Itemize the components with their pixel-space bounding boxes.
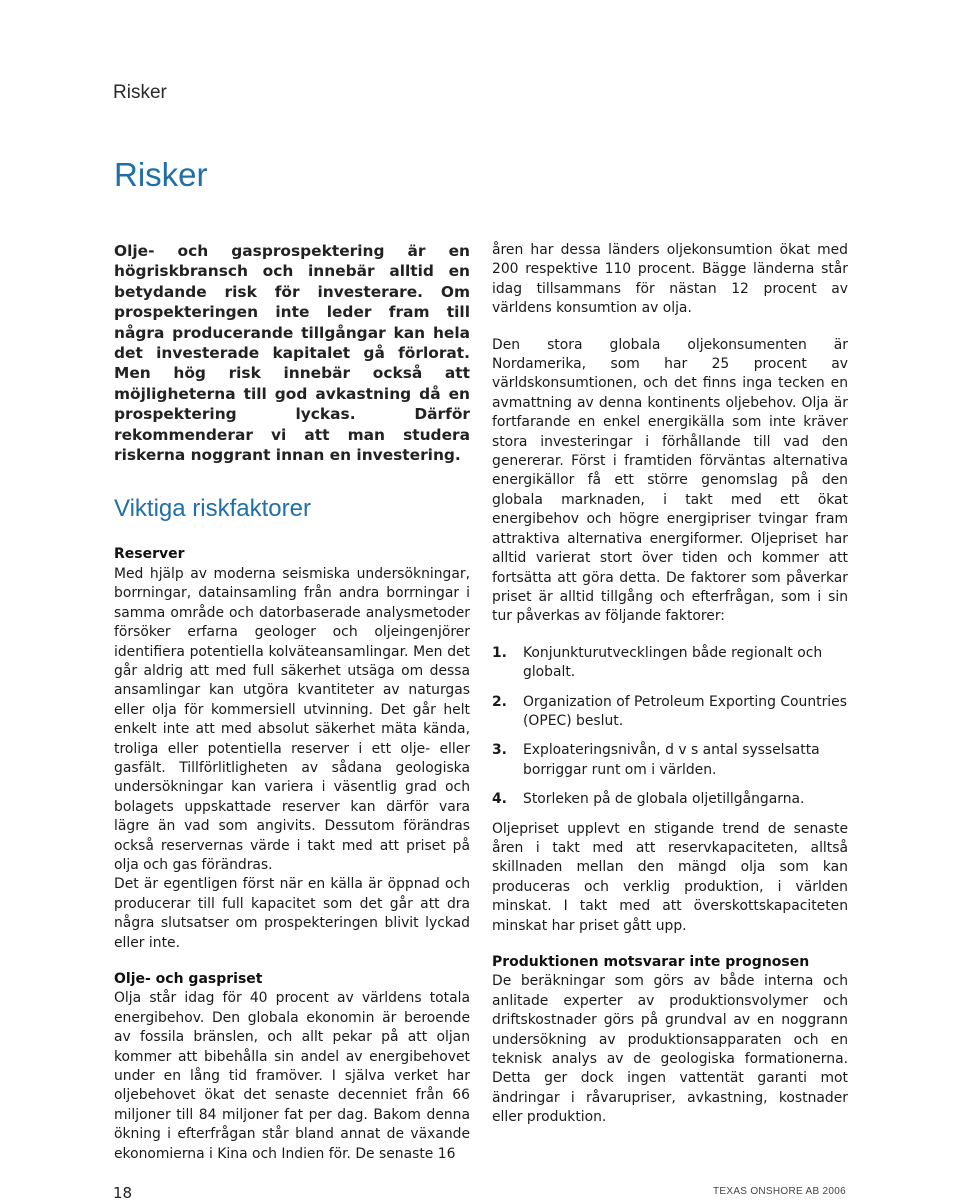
list-number: 4.: [492, 791, 507, 808]
list-number: 1.: [492, 644, 507, 661]
reserver-paragraph-2: Det är egentligen först när en källa är öppnad och producerar till full kapacitet som det går att dra några slutsatser om prospekteringen blivit lyckad eller inte.: [114, 876, 470, 951]
oljepriset-continued: åren har dessa länders oljekonsumtion ökat med 200 respektive 110 procent. Bägge länderna står idag tillsammans för nästan 12 procent av världens konsumtion av olja.: [492, 242, 848, 317]
factor-list: [492, 644, 848, 810]
left-column: [114, 241, 470, 1164]
list-text: Exploateringsnivån, d v s antal sysselsatta borriggar runt om i världen.: [523, 742, 820, 778]
running-head: Risker: [113, 82, 167, 103]
list-text: Konjunkturutvecklingen både regionalt och globalt.: [523, 644, 823, 681]
reserver-paragraph: Med hjälp av moderna seismiska undersökningar, borrningar, datainsamling från andra borrningar i samma område och datorbaserade analysmetoder försöker erfarna geologer och oljeingenjörer identifiera potentiella kolväteansamlingar. Men det går aldrig att med full säkerhet utsäga om dessa ansamlingar kan utgöra kvantiteter av naturgas eller olja för kommersiell utvinning. Det går helt enkelt inte att med absolut säkerhet mäta kända, troliga eller potentiella reserver i ett olje- eller gasfält. Tillförlitligheten av sådana geologiska undersökningar kan variera i väsentlig grad och bolagets uppskattade reserver kan därför vara lägre än vad som angivits. Dessutom förändras också reservernas värde i takt med att priset på olja och gas förändras.: [114, 565, 470, 873]
list-text: Storleken på de globala oljetillgångarna.: [523, 791, 805, 808]
produktionen-heading: Produktionen motsvarar inte prognosen: [492, 954, 810, 970]
reserver-heading: Reserver: [114, 546, 185, 563]
produktionen-paragraph: De beräkningar som görs av både interna och anlitade experter av produktionsvolymer och driftskostnader görs på grundval av en noggrann undersökning av produktionsapparaten och en teknisk analys av de geologiska formationerna. Detta ger dock ingen vattentät garanti mot ändringar i råvarupriser, avkastning, kostnader eller produktion.: [492, 973, 848, 1126]
right-column: [492, 241, 848, 1128]
list-item: [492, 741, 848, 780]
list-item: [492, 644, 848, 683]
footer-company: TEXAS ONSHORE AB 2006: [712, 1186, 846, 1197]
page-title: Risker: [114, 156, 208, 193]
list-text: Organization of Petroleum Exporting Countries (OPEC) beslut.: [523, 693, 847, 729]
oljepriset-paragraph: Olja står idag för 40 procent av världens totala energibehov. Den globala ekonomin är beroende av fossila bränslen, och allt pekar på att oljan kommer att bibehålla sin andel av energibehovet under en lång tid framöver. I själva verket har oljebehovet ökat det senaste decenniet från 66 miljoner till 84 miljoner fat per dag. Bakom denna ökning i efterfrågan står bland annat de växande ekonomierna i Kina och Indien för. De senaste 16: [114, 990, 470, 1162]
list-number: 2.: [492, 693, 507, 710]
page-number: 18: [113, 1184, 133, 1202]
list-item: [492, 693, 848, 732]
intro-paragraph: Olje- och gasprospektering är en högriskbransch och innebär alltid en betydande risk för investerare. Om prospekteringen inte leder fram till några producerande tillgångar kan hela det investerade kapitalet gå förlorat. Men hög risk innebär också att möjligheterna till god avkastning då en prospektering lyckas. Därför rekommenderar vi att man studera riskerna noggrant innan en investering.: [114, 242, 470, 465]
oljepriset-heading: Olje- och gaspriset: [114, 971, 263, 987]
section-heading: Viktiga riskfaktorer: [114, 495, 311, 523]
oljepriset-paragraph-2: Den stora globala oljekonsumenten är Nordamerika, som har 25 procent av världskonsumtionen, och det finns inga tecken en avmattning av denna kontinents oljebehov. Olja är fortfarande en enkel energikälla som inte kräver stora investeringar i förhållande till vad den genererar. Först i framtiden förväntas alternativa energikällor få ett större genomslag på den globala marknaden, i takt med ett ökat energibehov och högre energipriser tvingar fram attraktiva alternativa energiformer. Oljepriset har alltid varierat stort över tiden och kommer att fortsätta att göra detta. De faktorer som påverkar priset är alltid tillgång och efterfrågan, som i sin tur påverkas av följande faktorer:: [492, 336, 848, 625]
list-item: [492, 790, 848, 809]
list-number: 3.: [492, 742, 507, 759]
oljepriset-paragraph-3: Oljepriset upplevt en stigande trend de senaste åren i takt med att reservkapaciteten, alltså skillnaden mellan den mängd olja som kan produceras och verklig produktion, i världen minskat. I takt med att överskottskapaciteten minskat har priset gått upp.: [492, 820, 848, 934]
